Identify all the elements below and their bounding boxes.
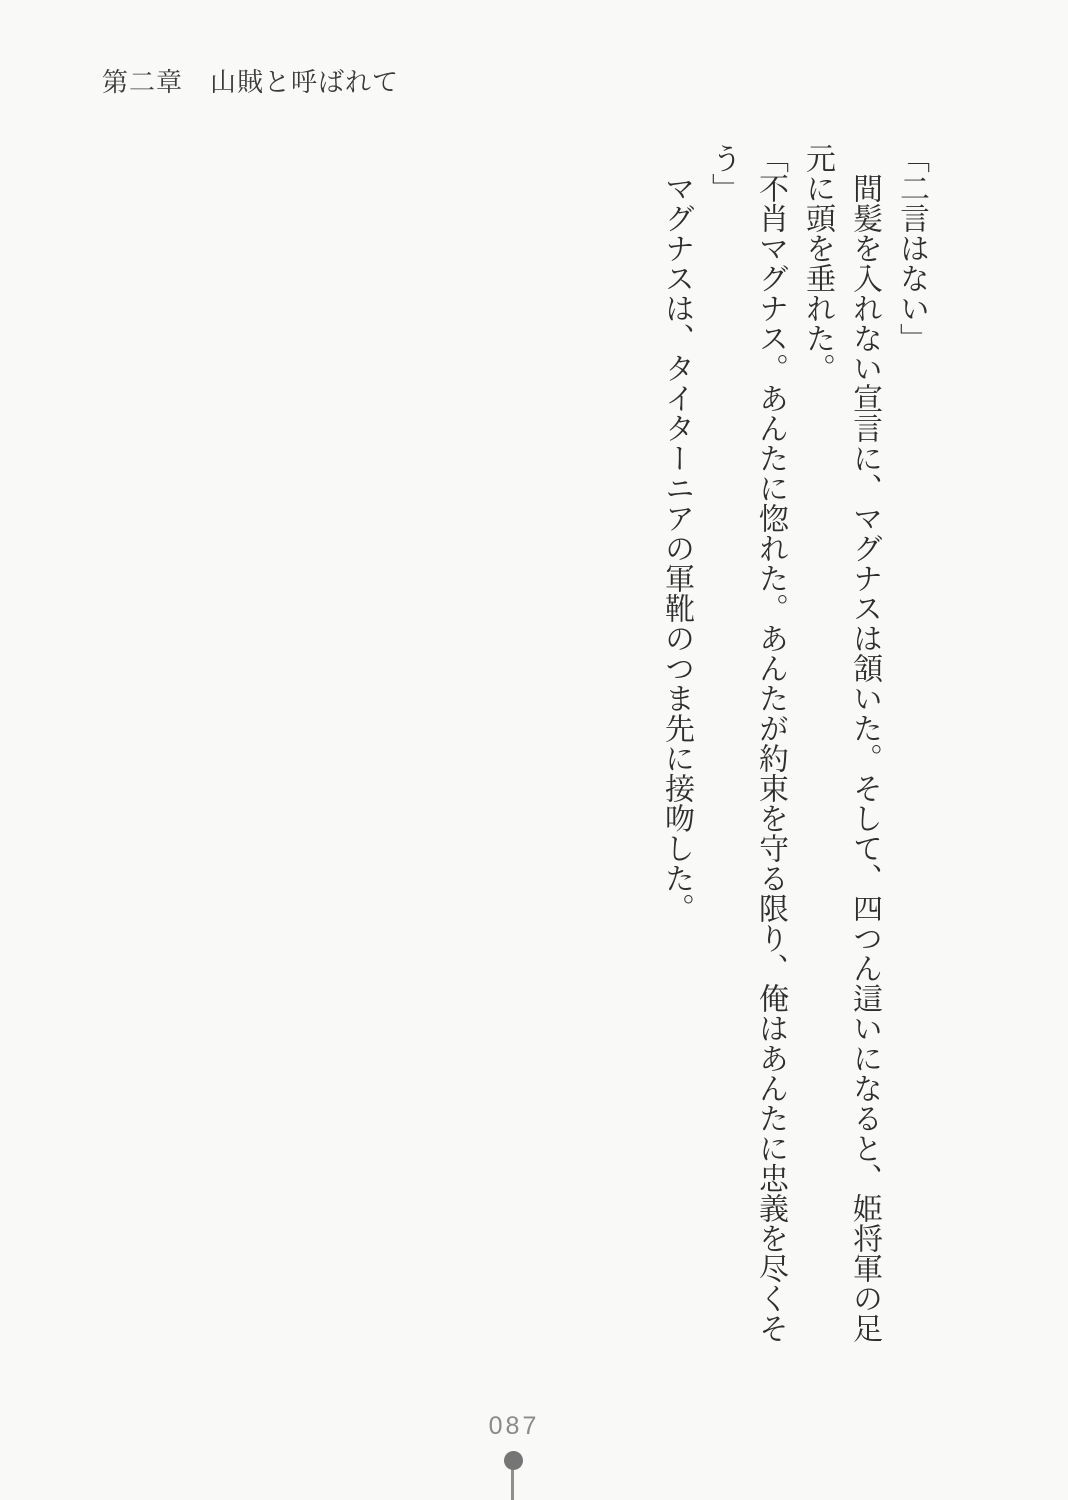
page-number: 087 [488, 1412, 540, 1440]
text-column-3: 元に頭を垂れた。 [800, 143, 835, 383]
ornament-dot-icon [504, 1451, 523, 1470]
text-column-4: 「不肖マグナス。あんたに惚れた。あんたが約束を守る限り、俺はあんたに忠義を尽くそ [753, 143, 788, 1343]
text-column-5: う」 [706, 143, 741, 203]
chapter-header: 第二章 山賊と呼ばれて [102, 68, 400, 98]
text-column-6: マグナスは、タイターニアの軍靴のつま先に接吻した。 [659, 143, 694, 923]
body-text-block [653, 143, 935, 1358]
text-column-2: 間髪を入れない宣言に、マグナスは頷いた。そして、四つん這いになると、姫将軍の足 [847, 143, 882, 1343]
text-column-1: 「二言はない」 [894, 143, 929, 353]
